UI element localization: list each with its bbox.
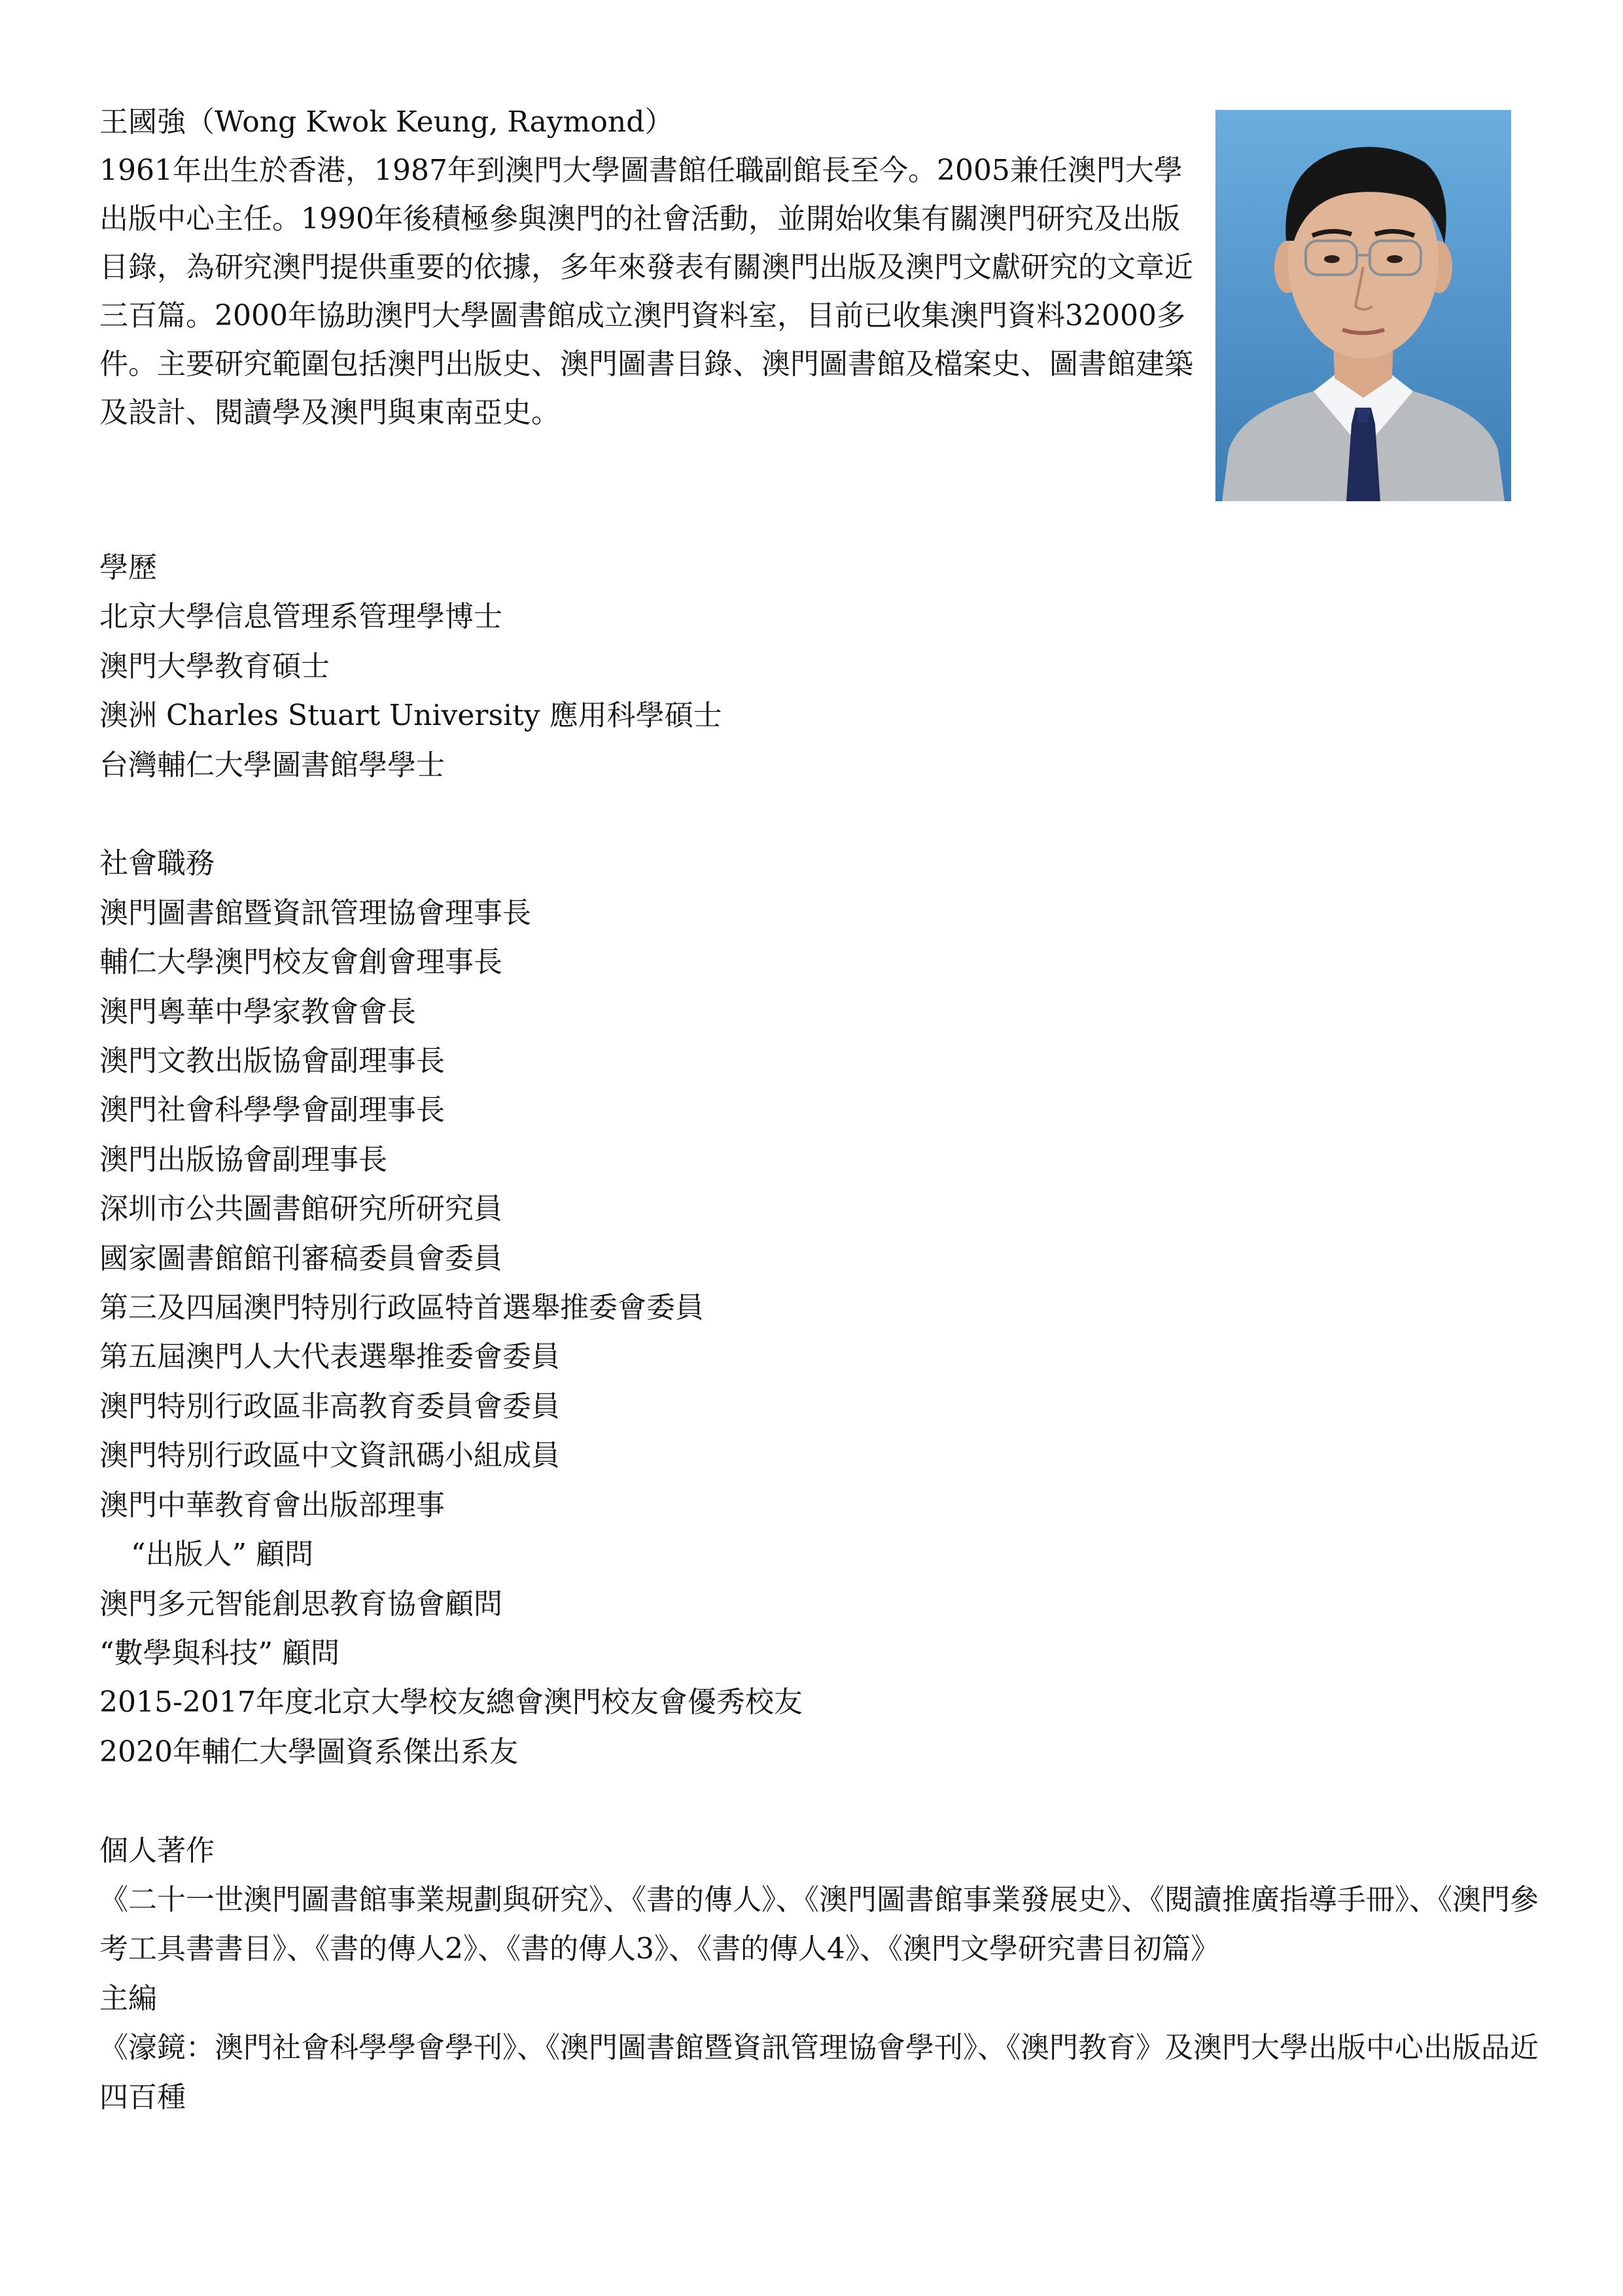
education-item: 澳洲 Charles Stuart University 應用科學碩士 xyxy=(99,699,722,733)
social-item: 深圳市公共圖書館研究所研究員 xyxy=(99,1192,502,1226)
education-heading: 學歷 xyxy=(99,551,157,584)
education-item: 澳門大學教育碩士 xyxy=(99,649,330,683)
works-section xyxy=(99,1826,1539,2122)
profile-bio: 1961年出生於香港，1987年到澳門大學圖書館任職副館長至今。2005兼任澳門大學出版中心主任。1990年後積極參與澳門的社會活動，並開始收集有關澳門研究及出版目錄，為研究澳門提供重要的依據，多年來發表有關澳門出版及澳門文獻研究的文章近三百篇。2000年協助澳門大學圖書館成立澳門資料室，目前已收集澳門資料32000多件。主要研究範圍包括澳門出版史、澳門圖書目錄、澳門圖書館及檔案史、圖書館建築及設計、閱讀學及澳門與東南亞史。 xyxy=(99,154,1193,429)
social-item: 澳門出版協會副理事長 xyxy=(99,1142,387,1176)
portrait-illustration xyxy=(1215,110,1511,501)
social-section xyxy=(99,839,1539,1776)
works-heading: 個人著作 xyxy=(99,1833,215,1867)
social-item: 澳門中華教育會出版部理事 xyxy=(99,1488,445,1522)
education-item: 台灣輔仁大學圖書館學學士 xyxy=(99,748,445,782)
social-item: 澳門特別行政區中文資訊碼小組成員 xyxy=(99,1439,560,1473)
social-item: 輔仁大學澳門校友會創會理事長 xyxy=(99,945,502,980)
profile-intro xyxy=(99,98,1198,437)
education-section xyxy=(99,543,1539,790)
social-item: 澳門圖書館暨資訊管理協會理事長 xyxy=(99,896,531,930)
social-item: 2020年輔仁大學圖資系傑出系友 xyxy=(99,1735,518,1769)
social-item: 國家圖書館館刊審稿委員會委員 xyxy=(99,1241,502,1275)
social-item: “數學與科技” 顧問 xyxy=(99,1636,340,1670)
profile-name: 王國強（Wong Kwok Keung, Raymond） xyxy=(99,105,674,139)
document-body xyxy=(99,543,1539,2171)
editor-list: 《濠鏡：澳門社會科學學會學刊》、《澳門圖書館暨資訊管理協會學刊》、《澳門教育》及澳門大學出版中心出版品近四百種 xyxy=(99,2031,1539,2114)
social-item: 澳門社會科學學會副理事長 xyxy=(99,1093,445,1127)
social-item: 第三及四屆澳門特別行政區特首選舉推委會委員 xyxy=(99,1291,704,1325)
social-item: 澳門特別行政區非高教育委員會委員 xyxy=(99,1389,560,1423)
social-item: 2015-2017年度北京大學校友總會澳門校友會優秀校友 xyxy=(99,1686,803,1720)
social-item: 澳門文教出版協會副理事長 xyxy=(99,1044,445,1078)
social-item: “出版人” 顧問 xyxy=(131,1538,313,1572)
editor-heading: 主編 xyxy=(99,1981,157,2015)
social-item: 澳門粵華中學家教會會長 xyxy=(99,995,416,1029)
social-item: 第五屆澳門人大代表選舉推委會委員 xyxy=(99,1340,560,1374)
portrait-photo xyxy=(1215,110,1511,501)
social-item: 澳門多元智能創思教育協會顧問 xyxy=(99,1587,502,1621)
works-list: 《二十一世澳門圖書館事業規劃與研究》、《書的傳人》、《澳門圖書館事業發展史》、《閱讀推廣指導手冊》、《澳門參考工具書書目》、《書的傳人2》、《書的傳人3》、《書的傳人4》、《澳門文學研究書目初篇》 xyxy=(99,1882,1539,1966)
education-item: 北京大學信息管理系管理學博士 xyxy=(99,600,502,634)
social-heading: 社會職務 xyxy=(99,847,215,881)
